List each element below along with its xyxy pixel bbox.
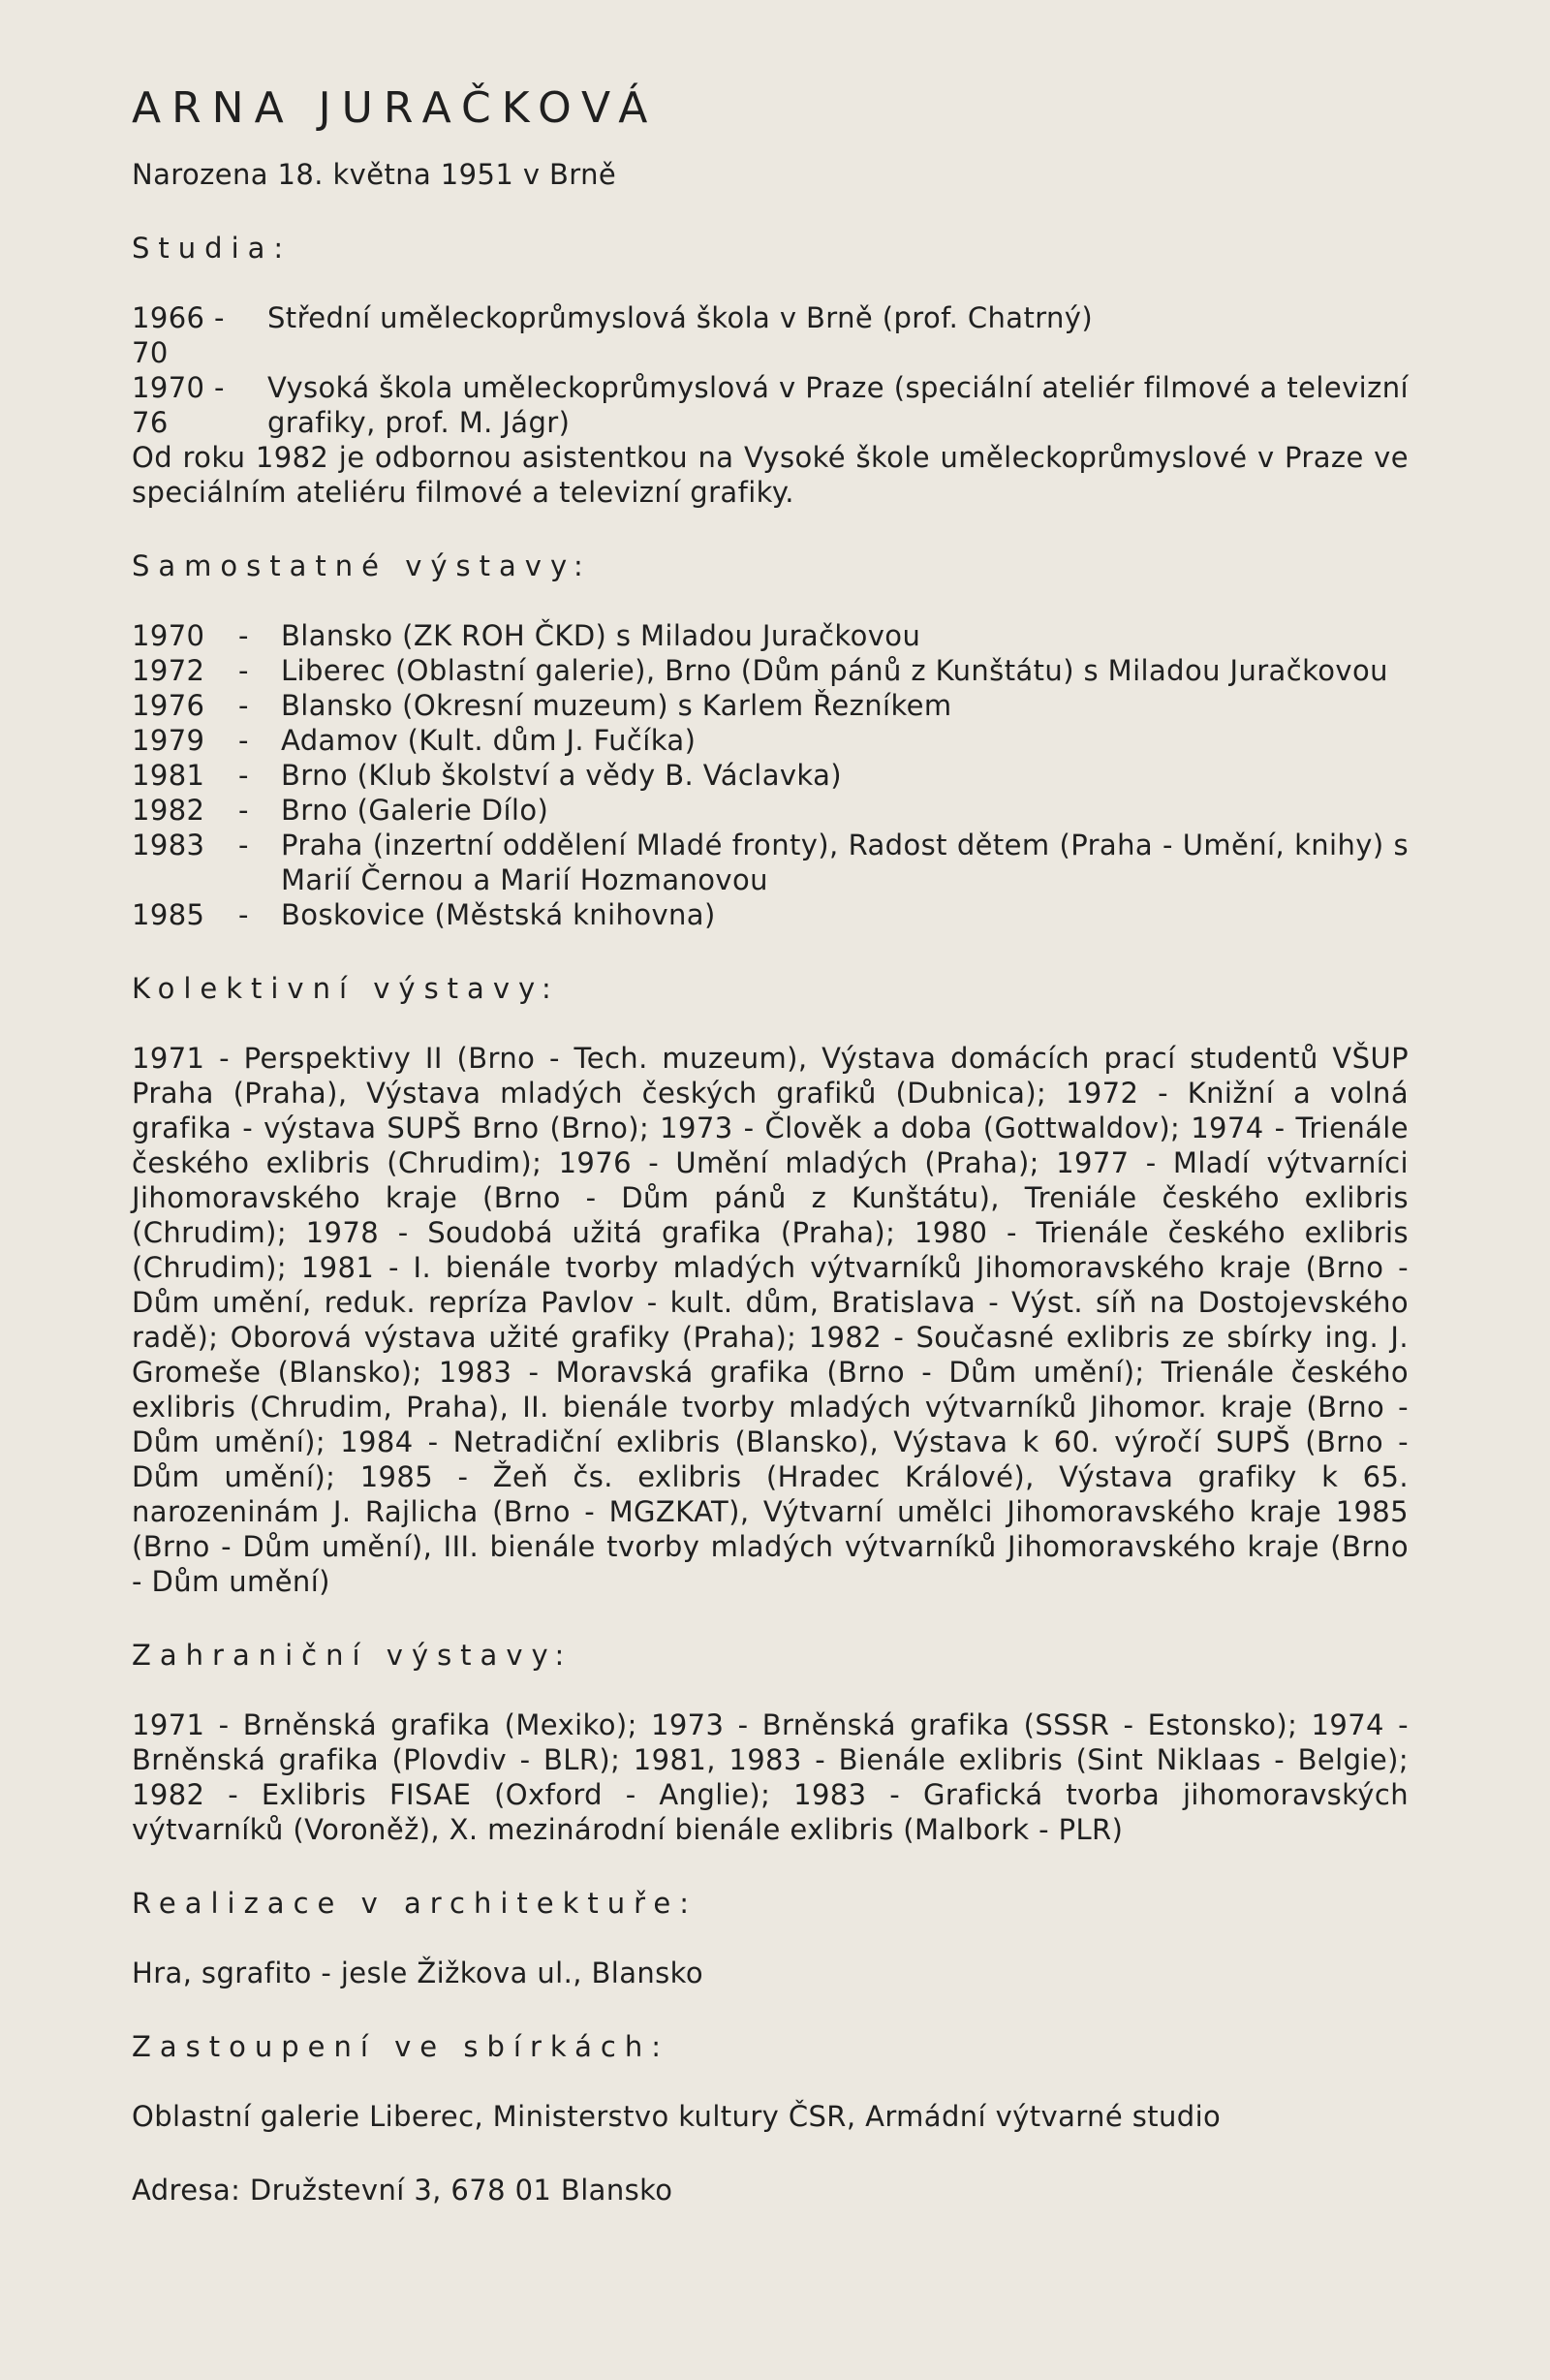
section-heading-foreign: Zahraniční výstavy: xyxy=(132,1639,574,1672)
section-solo-exhibitions xyxy=(132,548,1409,932)
study-item xyxy=(132,300,1409,370)
section-studia xyxy=(132,231,1409,510)
artist-name: ARNA JURAČKOVÁ xyxy=(132,83,659,133)
exhibition-year: 1982 xyxy=(132,794,205,827)
section-heading-studia: Studia: xyxy=(132,232,293,265)
exhibition-year: 1985 xyxy=(132,898,205,931)
exhibition-year: 1976 xyxy=(132,689,205,722)
dash-separator: - xyxy=(238,898,249,931)
catalog-text xyxy=(132,83,1409,2208)
exhibition-text: Liberec (Oblastní galerie), Brno (Dům pánů z Kunštátu) s Miladou Juračkovou xyxy=(281,654,1388,687)
exhibition-item xyxy=(132,653,1409,688)
exhibition-item xyxy=(132,723,1409,758)
exhibition-year: 1970 xyxy=(132,619,205,652)
group-exhibitions-text: 1971 - Perspektivy II (Brno - Tech. muzeum), Výstava domácích prací studentů VŠUP Praha (Praha), Výstava mladých českých grafiků (Dubnica); 1972 - Knižní a volná grafika - výstava SUPŠ Brno (Brno); 1973 - Člověk a doba (Gottwaldov); 1974 - Trienále českého exlibris (Chrudim); 1976 - Umění mladých (Praha); 1977 - Mladí výtvarníci Jihomoravského kraje (Brno - Dům pánů z Kunštátu), Treniále českého exlibris (Chrudim); 1978 - Soudobá užitá grafika (Praha); 1980 - Trienále českého exlibris (Chrudim); 1981 - I. bienále tvorby mladých výtvarníků Jihomoravského kraje (Brno - Dům umění, reduk. repríza Pavlov - kult. dům, Bratislava - Výst. síň na Dostojevského radě); Oborová výstava užité grafiky (Praha); 1982 - Současné exlibris ze sbírky ing. J. Gromeše (Blansko); 1983 - Moravská grafika (Brno - Dům umění); Trienále českého exlibris (Chrudim, Praha), II. bienále tvorby mladých výtvarníků Jihomor. kraje (Brno - Dům umění); 1984 - Netradiční exlibris (Blansko), Výstava k 60. výročí SUPŠ (Brno - Dům umění); 1985 - Žeň čs. exlibris (Hradec Králové), Výstava grafiky k 65. narozeninám J. Rajlicha (Brno - MGZKAT), Výtvarní umělci Jihomoravského kraje 1985 (Brno - Dům umění), III. bienále tvorby mladých výtvarníků Jihomoravského kraje (Brno - Dům umění) xyxy=(132,1042,1409,1598)
study-text: Vysoká škola uměleckoprůmyslová v Praze (speciální ateliér filmové a televizní grafiky, prof. M. Jágr) xyxy=(267,371,1409,439)
section-heading-architecture: Realizace v architektuře: xyxy=(132,1887,698,1920)
exhibition-text: Blansko (ZK ROH ČKD) s Miladou Juračkovou xyxy=(281,619,921,652)
study-years: 1970 - 76 xyxy=(132,371,225,439)
study-item xyxy=(132,370,1409,440)
exhibition-year: 1979 xyxy=(132,724,205,757)
section-collections xyxy=(132,2029,1409,2134)
exhibition-text: Brno (Galerie Dílo) xyxy=(281,794,549,827)
birth-info: Narozena 18. května 1951 v Brně xyxy=(132,158,617,191)
exhibition-year: 1983 xyxy=(132,829,205,861)
exhibition-text: Blansko (Okresní muzeum) s Karlem Řezníkem xyxy=(281,689,952,722)
dash-separator: - xyxy=(238,759,249,792)
section-heading-collections: Zastoupení ve sbírkách: xyxy=(132,2030,670,2063)
address: Adresa: Družstevní 3, 678 01 Blansko xyxy=(132,2174,673,2207)
exhibition-text: Boskovice (Městská knihovna) xyxy=(281,898,716,931)
dash-separator: - xyxy=(238,654,249,687)
study-note: Od roku 1982 je odbornou asistentkou na Vysoké škole uměleckoprůmyslové v Praze ve speciálním ateliéru filmové a televizní grafiky. xyxy=(132,441,1409,509)
exhibition-year: 1972 xyxy=(132,654,205,687)
exhibition-year: 1981 xyxy=(132,759,205,792)
exhibition-text: Praha (inzertní oddělení Mladé fronty), Radost dětem (Praha - Umění, knihy) s Marií Černou a Marií Hozmanovou xyxy=(281,829,1409,896)
exhibition-item xyxy=(132,758,1409,793)
exhibition-item xyxy=(132,793,1409,828)
study-text: Střední uměleckoprůmyslová škola v Brně (prof. Chatrný) xyxy=(267,301,1094,334)
dash-separator: - xyxy=(238,619,249,652)
dash-separator: - xyxy=(238,689,249,722)
dash-separator: - xyxy=(238,829,249,861)
section-group-exhibitions xyxy=(132,971,1409,1599)
exhibition-item xyxy=(132,828,1409,897)
architecture-text: Hra, sgrafito - jesle Žižkova ul., Blansko xyxy=(132,1957,703,1989)
dash-separator: - xyxy=(238,724,249,757)
collections-text: Oblastní galerie Liberec, Ministerstvo kultury ČSR, Armádní výtvarné studio xyxy=(132,2100,1222,2133)
section-architecture xyxy=(132,1886,1409,1990)
section-heading-solo: Samostatné výstavy: xyxy=(132,549,592,582)
foreign-exhibitions-text: 1971 - Brněnská grafika (Mexiko); 1973 - Brněnská grafika (SSSR - Estonsko); 1974 - Brněnská grafika (Plovdiv - BLR); 1981, 1983 - Bienále exlibris (Sint Niklaas - Belgie); 1982 - Exlibris FISAE (Oxford - Anglie); 1983 - Grafická tvorba jihomoravských výtvarníků (Voroněž), X. mezinárodní bienále exlibris (Malbork - PLR) xyxy=(132,1708,1409,1846)
exhibition-item xyxy=(132,688,1409,723)
study-years: 1966 - 70 xyxy=(132,301,225,369)
section-foreign-exhibitions xyxy=(132,1638,1409,1847)
exhibition-text: Adamov (Kult. dům J. Fučíka) xyxy=(281,724,697,757)
section-heading-group: Kolektivní výstavy: xyxy=(132,972,560,1005)
exhibition-item xyxy=(132,618,1409,653)
exhibition-item xyxy=(132,897,1409,932)
dash-separator: - xyxy=(238,794,249,827)
exhibition-text: Brno (Klub školství a vědy B. Václavka) xyxy=(281,759,843,792)
